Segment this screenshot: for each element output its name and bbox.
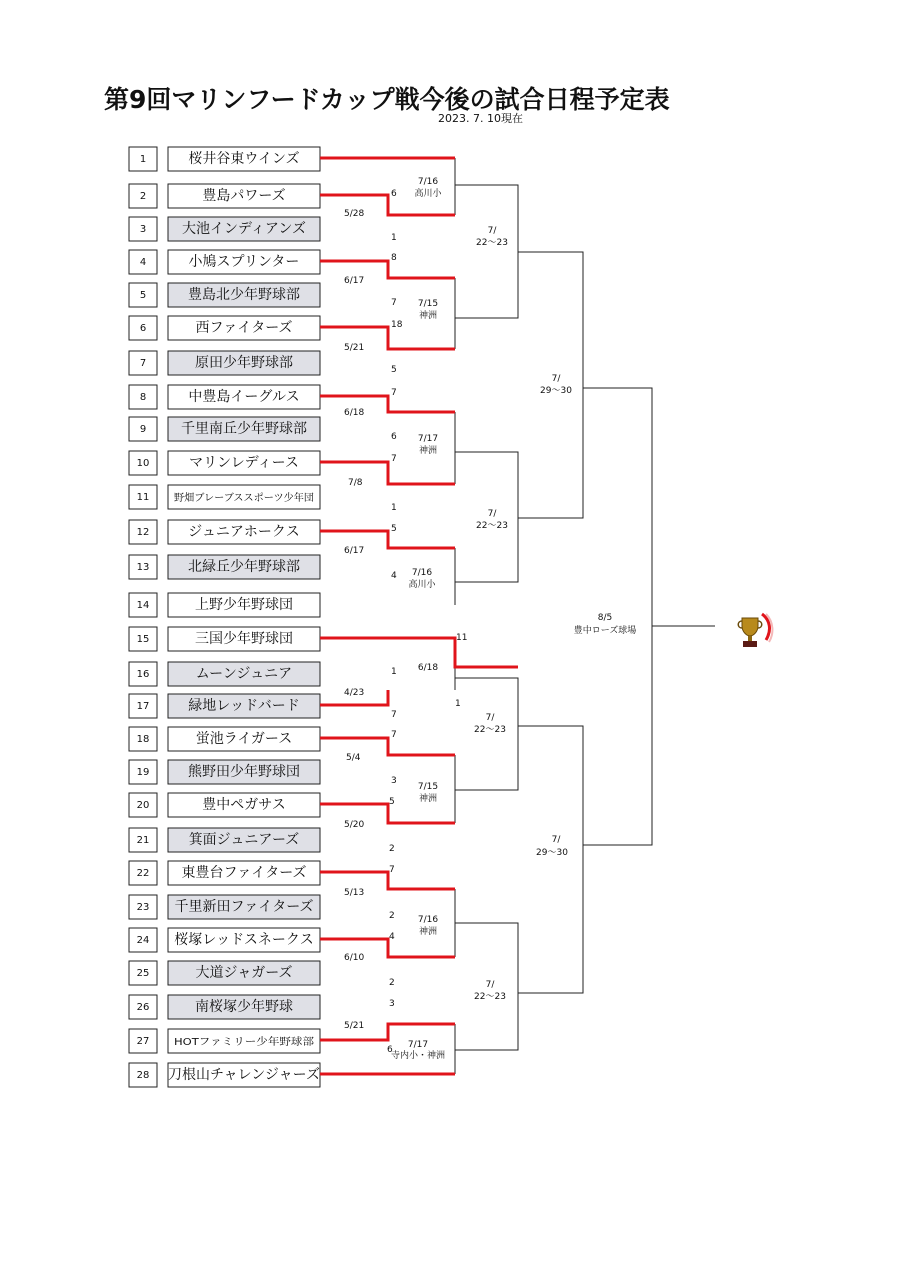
- team-name: 北緑丘少年野球部: [188, 559, 300, 575]
- r2-a-date: 7/16: [417, 177, 439, 187]
- r1-date-f: 6/17: [344, 546, 365, 556]
- r2-b-date: 7/15: [417, 299, 439, 309]
- qf-b-line2: 22〜23: [476, 521, 508, 531]
- r1-date-l: 5/21: [344, 1021, 365, 1031]
- score-team-4: 8: [391, 253, 397, 263]
- score-team-21: 2: [389, 844, 395, 854]
- score-team-19: 3: [391, 776, 397, 786]
- team-name: 大道ジャガーズ: [195, 965, 293, 981]
- team-name: 野畑ブレーブススポーツ少年団: [174, 493, 313, 504]
- r2-f-date: 7/15: [417, 782, 439, 792]
- score-team-16-r2: 1: [455, 699, 461, 709]
- r1-date-c: 5/21: [344, 343, 365, 353]
- team-list: [129, 147, 320, 1087]
- team-name: 千里新田ファイターズ: [174, 899, 314, 915]
- team-name: 原田少年野球部: [195, 355, 293, 371]
- team-name: 大池インディアンズ: [182, 221, 306, 237]
- team-name: マリンレディース: [189, 455, 299, 471]
- team-name: 三国少年野球団: [195, 631, 293, 647]
- score-team-5: 7: [391, 298, 397, 308]
- r1-date-a: 5/28: [344, 209, 365, 219]
- final-date: 8/5: [597, 613, 613, 623]
- score-team-3: 1: [391, 233, 397, 243]
- score-team-17: 7: [391, 710, 397, 720]
- team-name: 緑地レッドバード: [188, 698, 300, 714]
- team-name: 西ファイターズ: [195, 320, 293, 336]
- team-name: 中豊島イーグルス: [188, 389, 300, 405]
- r1-date-h: 5/4: [346, 753, 361, 763]
- seed-number: 19: [136, 767, 150, 778]
- seed-number: 9: [139, 424, 147, 435]
- team-name: HOTファミリー少年野球部: [174, 1037, 296, 1048]
- r2-e-date: 6/18: [417, 663, 439, 673]
- qf-b-line1: 7/: [487, 509, 497, 519]
- score-team-25: 2: [389, 978, 395, 988]
- seed-number: 25: [136, 968, 150, 979]
- score-team-7: 5: [391, 365, 397, 375]
- seed-number: 26: [136, 1002, 150, 1013]
- final-venue: 豊中ローズ球場: [573, 626, 637, 636]
- seed-number: 10: [136, 458, 150, 469]
- team-row: [129, 451, 320, 475]
- seed-number: 13: [136, 562, 150, 573]
- score-team-6: 18: [391, 320, 403, 330]
- seed-number: 23: [136, 902, 150, 913]
- team-row: [129, 995, 320, 1019]
- seed-number: 12: [136, 527, 150, 538]
- r2-h-venue: 寺内小・神洲: [390, 1051, 446, 1061]
- team-row: [129, 385, 320, 409]
- team-row: [129, 828, 320, 852]
- r2-c-venue: 神洲: [418, 446, 438, 456]
- seed-number: 28: [136, 1070, 150, 1081]
- team-row: [129, 895, 320, 919]
- sf-b-line2: 29〜30: [536, 848, 568, 858]
- seed-number: 18: [136, 734, 150, 745]
- r2-b-venue: 神洲: [418, 311, 438, 321]
- r1-date-d: 6/18: [344, 408, 365, 418]
- team-name: 刀根山チャレンジャーズ: [168, 1067, 320, 1083]
- seed-number: 2: [139, 191, 147, 202]
- team-row: [129, 727, 320, 751]
- seed-number: 16: [136, 669, 150, 680]
- team-name: 豊島北少年野球部: [188, 287, 300, 303]
- team-row: [129, 417, 320, 441]
- score-team-20: 5: [389, 797, 395, 807]
- team-row: [129, 520, 320, 544]
- seed-number: 20: [136, 800, 150, 811]
- qf-c-line2: 22〜23: [474, 725, 506, 735]
- score-team-24: 4: [389, 932, 395, 942]
- team-row: [129, 793, 320, 817]
- r2-f-venue: 神洲: [418, 794, 438, 804]
- team-row: [129, 1063, 320, 1087]
- score-team-13: 4: [391, 571, 397, 581]
- team-row: [129, 760, 320, 784]
- team-row: [129, 555, 320, 579]
- team-name: 南桜塚少年野球: [195, 999, 293, 1015]
- team-name: 小鳩スプリンター: [188, 254, 300, 270]
- seed-number: 17: [136, 701, 150, 712]
- seed-number: 27: [136, 1036, 150, 1047]
- second-round-labels: [391, 177, 445, 1061]
- score-team-2: 6: [391, 189, 397, 199]
- score-team-15: 11: [456, 633, 468, 643]
- team-row: [129, 351, 320, 375]
- score-team-10: 7: [391, 454, 397, 464]
- r2-c-date: 7/17: [417, 434, 439, 444]
- sf-a-line1: 7/: [551, 374, 561, 384]
- r1-date-b: 6/17: [344, 276, 365, 286]
- team-row: [129, 485, 320, 509]
- qf-d-line1: 7/: [485, 980, 495, 990]
- team-row: [129, 662, 320, 686]
- page-title: 第9回マリンフードカップ戦今後の試合日程予定表: [104, 85, 670, 114]
- seed-number: 24: [136, 935, 150, 946]
- seed-number: 22: [136, 868, 150, 879]
- seed-number: 15: [136, 634, 150, 645]
- score-team-8: 7: [391, 388, 397, 398]
- first-round-dates: [344, 209, 364, 1031]
- score-team-12: 5: [391, 524, 397, 534]
- qf-a-line1: 7/: [487, 226, 497, 236]
- score-team-27: 6: [387, 1045, 393, 1055]
- later-round-labels: [474, 226, 636, 1002]
- r2-h-date: 7/17: [407, 1040, 429, 1050]
- r2-g-date: 7/16: [417, 915, 439, 925]
- r1-date-i: 5/20: [344, 820, 365, 830]
- team-row: [129, 593, 320, 617]
- sf-b-line1: 7/: [551, 835, 561, 845]
- team-name: 熊野田少年野球団: [188, 764, 300, 780]
- seed-number: 14: [136, 600, 150, 611]
- r2-a-venue: 高川小: [414, 189, 442, 199]
- as-of-date: 2023. 7. 10現在: [438, 112, 523, 125]
- r1-date-e: 7/8: [348, 478, 363, 488]
- trophy-icon: [738, 614, 772, 647]
- team-name: ムーンジュニア: [195, 666, 293, 682]
- team-name: ジュニアホークス: [188, 524, 300, 540]
- team-row: [129, 928, 320, 952]
- team-row: [129, 627, 320, 651]
- r1-date-j: 5/13: [344, 888, 365, 898]
- qf-d-line2: 22〜23: [474, 992, 506, 1002]
- team-row: [129, 1029, 320, 1053]
- team-name: 上野少年野球団: [195, 597, 293, 613]
- team-row: [129, 694, 320, 718]
- score-team-16: 1: [391, 667, 397, 677]
- r1-date-k: 6/10: [344, 953, 365, 963]
- team-name: 蛍池ライガース: [195, 731, 293, 747]
- score-team-9: 6: [391, 432, 397, 442]
- seed-number: 8: [139, 392, 147, 403]
- r1-date-g: 4/23: [344, 688, 365, 698]
- seed-number: 3: [139, 224, 147, 235]
- qf-a-line2: 22〜23: [476, 238, 508, 248]
- r2-g-venue: 神洲: [418, 927, 438, 937]
- seed-number: 5: [139, 290, 147, 301]
- team-row: [129, 147, 320, 171]
- r2-d-venue: 高川小: [408, 580, 436, 590]
- team-row: [129, 217, 320, 241]
- seed-number: 7: [139, 358, 147, 369]
- qf-c-line1: 7/: [485, 713, 495, 723]
- team-name: 桜塚レッドスネークス: [174, 932, 314, 948]
- team-row: [129, 316, 320, 340]
- team-name: 豊島パワーズ: [202, 188, 286, 204]
- team-row: [129, 861, 320, 885]
- bracket-lines: [455, 158, 715, 1074]
- team-row: [129, 283, 320, 307]
- score-team-26: 3: [389, 999, 395, 1009]
- seed-number: 1: [139, 154, 147, 165]
- score-team-18: 7: [391, 730, 397, 740]
- team-name: 豊中ペガサス: [202, 797, 286, 813]
- team-name: 箕面ジュニアーズ: [188, 832, 300, 848]
- team-name: 桜井谷東ウインズ: [188, 151, 300, 167]
- seed-number: 21: [136, 835, 150, 846]
- score-team-11: 1: [391, 503, 397, 513]
- seed-number: 6: [139, 323, 147, 334]
- team-row: [129, 250, 320, 274]
- team-name: 東豊台ファイターズ: [181, 865, 307, 881]
- seed-number: 11: [136, 492, 150, 503]
- sf-a-line2: 29〜30: [540, 386, 572, 396]
- seed-number: 4: [139, 257, 147, 268]
- score-team-22: 7: [389, 865, 395, 875]
- team-row: [129, 961, 320, 985]
- r2-d-date: 7/16: [411, 568, 433, 578]
- team-name: 千里南丘少年野球部: [181, 421, 307, 437]
- score-team-23: 2: [389, 911, 395, 921]
- team-row: [129, 184, 320, 208]
